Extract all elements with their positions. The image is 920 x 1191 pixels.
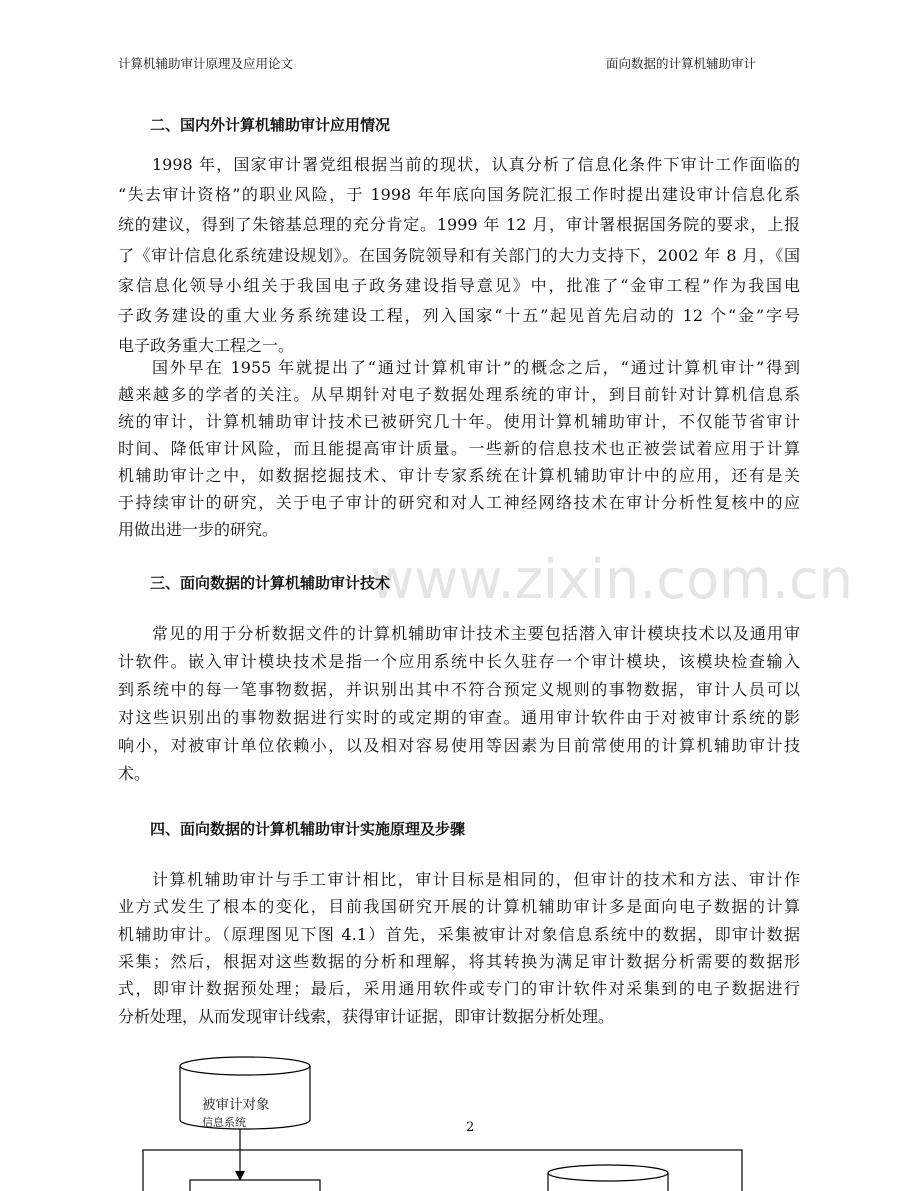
paragraph-line: 用做出进一步的研究。 [118,520,279,539]
paragraph-line: 统的建议，得到了朱镕基总理的充分肯定。1999 年 12 月，审计署根据国务院的要求，上报 [118,215,800,235]
paragraph-line: 时间、降低审计风险，而且能提高审计质量。一些新的信息技术也正被尝试着应用于计算 [118,439,800,458]
paragraph-line: 常见的用于分析数据文件的计算机辅助审计技术主要包括潜入审计模块技术以及通用审 [152,624,800,643]
paragraph-line: “失去审计资格”的职业风险，于 1998 年年底向国务院汇报工作时提出建设审计信息化系 [118,185,800,205]
source-database-top [180,1057,310,1075]
page-number: 2 [466,1120,475,1135]
paragraph-line: 1998 年，国家审计署党组根据当前的现状，认真分析了信息化条件下审计工作面临的 [152,155,800,174]
paragraph-line: 统的审计，计算机辅助审计技术已被研究几十年。使用计算机辅助审计，不仅能节省审计 [118,412,800,431]
section-heading: 二、国内外计算机辅助审计应用情况 [150,116,391,134]
paragraph-line: 对这些识别出的事物数据进行实时的或定期的审查。通用审计软件由于对被审计系统的影 [118,708,800,727]
paragraph-line: 计算机辅助审计与手工审计相比，审计目标是相同的，但审计的技术和方法、审计作 [152,870,800,889]
watermark: www.zixin.com.cn [370,548,853,611]
paragraph-line: 越来越多的学者的关注。从早期针对电子数据处理系统的审计，到目前针对计算机信息系 [118,385,800,404]
paragraph-line: 计软件。嵌入审计模块技术是指一个应用系统中长久驻存一个审计模块，该模块检查输入 [118,652,800,671]
audit-database-top [548,1165,668,1181]
source-db-label-2 [202,1114,246,1122]
data-collection-box [190,1180,320,1191]
paragraph-line: 到系统中的每一笔事物数据，并识别出其中不符合预定义规则的事物数据，审计人员可以 [118,680,800,699]
section-heading: 四、面向数据的计算机辅助审计实施原理及步骤 [150,820,466,838]
paragraph-line: 式，即审计数据预处理；最后，采用通用软件或专门的审计软件对采集到的电子数据进行 [118,979,800,999]
paragraph-line: 于持续审计的研究，关于电子审计的研究和对人工神经网络技术在审计分析性复核中的应 [118,493,800,512]
paragraph-line: 响小，对被审计单位依赖小，以及相对容易使用等因素为目前常使用的计算机辅助审计技 [118,736,800,755]
paragraph-line: 子政务建设的重大业务系统建设工程，列入国家“十五”起见首先启动的 12 个“金”字号 [118,306,800,325]
section-heading: 三、面向数据的计算机辅助审计技术 [150,574,391,592]
paragraph-line: 机辅助审计之中，如数据挖掘技术、审计专家系统在计算机辅助审计中的应用，还有是关 [118,466,800,485]
paragraph-line: 了《审计信息化系统建设规划》。在国务院领导和有关部门的大力支持下，2002 年 8 月，《国 [118,245,800,265]
paragraph-line: 机辅助审计。（原理图见下图 4.1）首先，采集被审计对象信息系统中的数据，即审计数据 [118,924,800,944]
paragraph-line: 国外早在 1955 年就提出了“通过计算机审计”的概念之后，“通过计算机审计”得到 [152,358,800,377]
source-db-label: 被审计对象 [202,1097,270,1113]
paragraph-line: 电子政务重大工程之一。 [118,336,295,356]
paragraph-line: 术。 [118,764,151,783]
paragraph-line: 业方式发生了根本的变化，目前我国研究开展的计算机辅助审计多是面向电子数据的计算 [118,897,800,917]
header-right: 面向数据的计算机辅助审计 [606,56,757,71]
paragraph-line: 家信息化领导小组关于我国电子政务建设指导意见》中，批准了“金审工程”作为我国电 [118,275,800,295]
header-left: 计算机辅助审计原理及应用论文 [118,56,294,71]
paragraph-line: 采集；然后，根据对这些数据的分析和理解，将其转换为满足审计数据分析需要的数据形 [118,951,800,971]
paragraph-line: 分析处理，从而发现审计线索，获得审计证据，即审计数据分析处理。 [118,1006,615,1026]
